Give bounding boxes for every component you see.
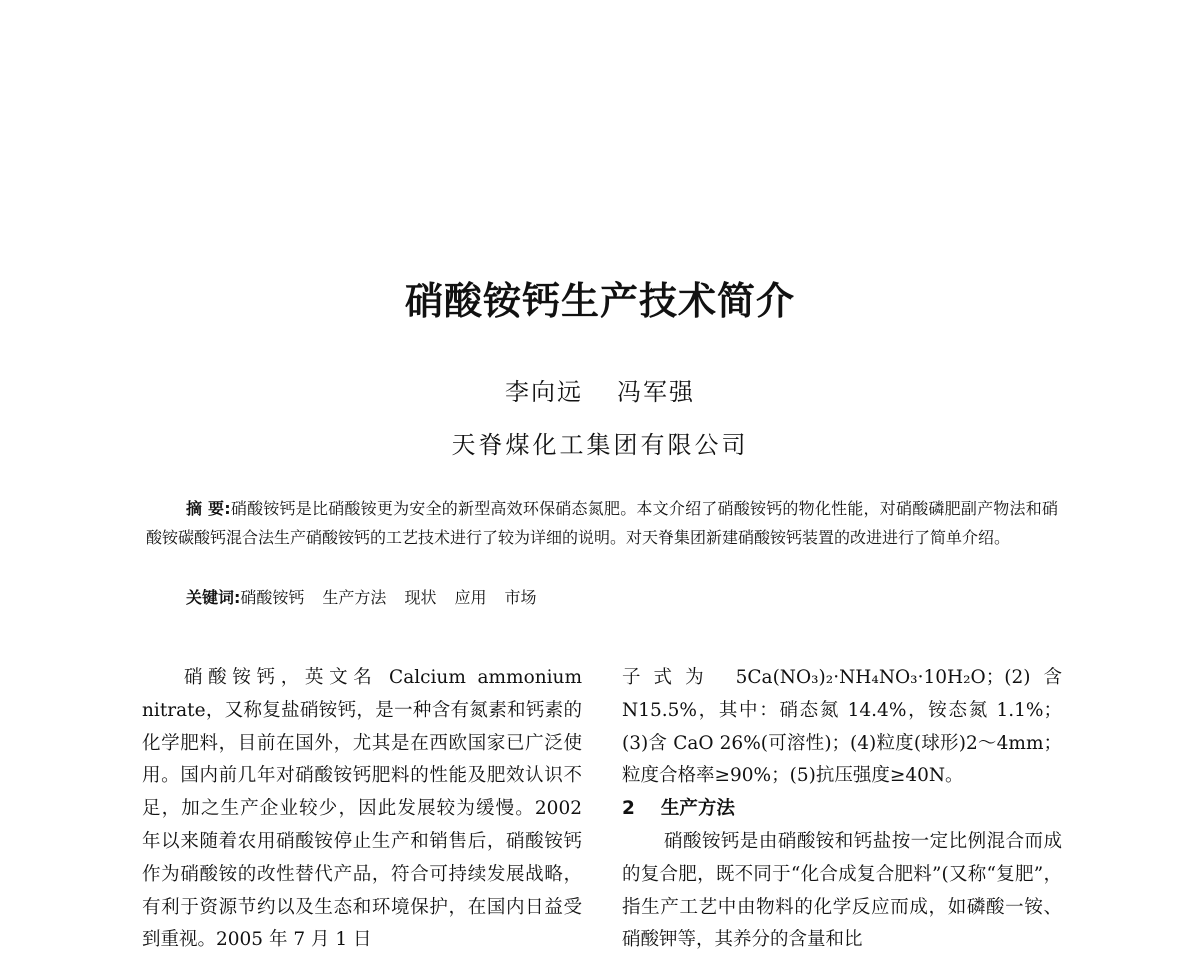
body-paragraph: 子式为 5Ca(NO₃)₂·NH₄NO₃·10H₂O；(2)含 N15.5%，其中：硝态氮 14.4%，铵态氮 1.1%；(3)含 CaO 26%(可溶性)；(4)粒度(球形)2～4mm；粒度合格率≥90%；(5)抗压强度≥40N。: [622, 667, 1062, 787]
author-name: 冯军强: [617, 378, 695, 406]
abstract-text: 硝酸铵钙是比硝酸铵更为安全的新型高效环保硝态氮肥。本文介绍了硝酸铵钙的物化性能，对硝酸磷肥副产物法和硝酸铵碳酸钙混合法生产硝酸铵钙的工艺技术进行了较为详细的说明。对天脊集团新建硝酸铵钙装置的改进进行了简单介绍。: [146, 499, 1058, 547]
paper-title: 硝酸铵钙生产技术简介: [404, 279, 795, 323]
author-name: 李向远: [505, 378, 583, 406]
abstract: [146, 494, 1058, 552]
left-column: [142, 662, 582, 957]
body-paragraph: 硝酸铵钙，英文名 Calcium ammonium nitrate，又称复盐硝铵钙，是一种含有氮素和钙素的化学肥料，目前在国外，尤其是在西欧国家已广泛使用。国内前几年对硝酸铵钙肥料的性能及肥效认识不足，加之生产企业较少，因此发展较为缓慢。2002 年以来随着农用硝酸铵停止生产和销售后，硝酸铵钙作为硝酸铵的改性替代产品，符合可持续发展战略，有利于资源节约以及生态和环境保护，在国内日益受到重视。2005 年 7 月 1 日: [142, 667, 582, 951]
body-paragraph: 硝酸铵钙是由硝酸铵和钙盐按一定比例混合而成的复合肥，既不同于“化合成复合肥料”(又称“复肥”，指生产工艺中由物料的化学反应而成，如磷酸一铵、硝酸钾等，其养分的含量和比: [622, 830, 1062, 951]
keyword: 现状: [404, 588, 437, 607]
section-number: 2: [622, 798, 635, 820]
right-column: [622, 662, 1062, 957]
keyword: 市场: [504, 588, 537, 607]
section-heading: [622, 793, 1062, 826]
abstract-label: 摘 要:: [186, 499, 231, 518]
author-list: [0, 372, 1200, 407]
keywords: [186, 585, 536, 608]
keyword: 应用: [454, 588, 487, 607]
section-title: 生产方法: [660, 798, 735, 820]
keyword: 硝酸铵钙: [240, 588, 305, 607]
abstract-body: [146, 494, 1058, 552]
affiliation: 天脊煤化工集团有限公司: [451, 431, 749, 459]
keyword: 生产方法: [322, 588, 387, 607]
keywords-label: 关键词:: [186, 588, 241, 607]
